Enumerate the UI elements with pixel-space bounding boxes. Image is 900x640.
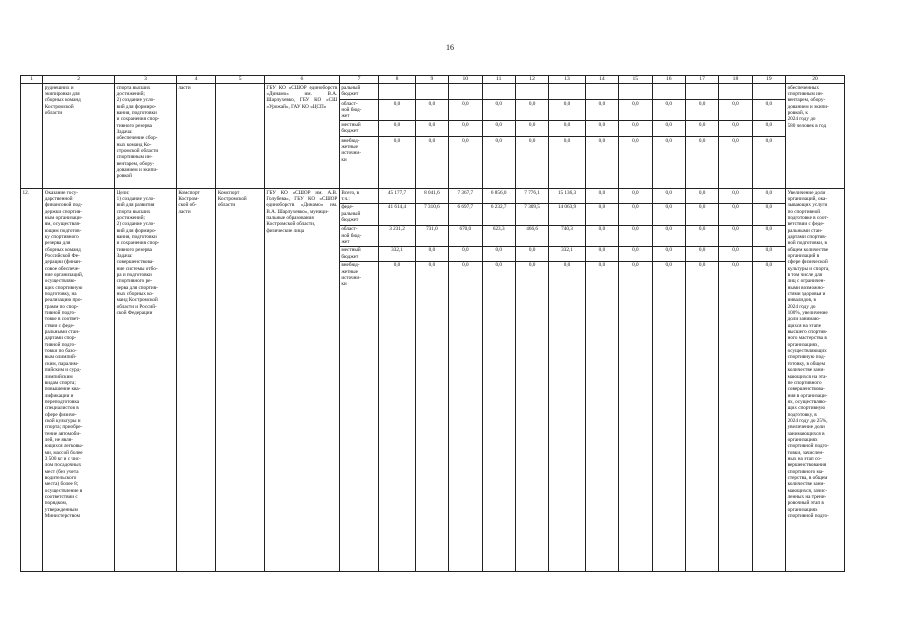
- column-number-2: 2: [43, 76, 115, 84]
- amount-cell: [585, 84, 618, 100]
- amount-cell: 0,0: [415, 261, 448, 571]
- participants-cell-text: ГБУ КО «СШОР им. А.В. Голубева», ГБУ КО «СШОР единоборств «Динамо» им. В.А. Шарлухевко», муници- пальные образования Костромской области, физические лица: [266, 189, 338, 234]
- funding-source-cell: [339, 203, 378, 225]
- column-number-16: 16: [652, 76, 685, 84]
- participants-cell: [264, 189, 339, 572]
- column-number-1: 1: [21, 76, 43, 84]
- amount-cell: 0,0: [482, 137, 515, 189]
- result-indicator-cell: [786, 84, 845, 189]
- amount-cell: 0,0: [652, 261, 685, 571]
- amount-cell: 0,0: [515, 137, 548, 189]
- amount-cell: 0,0: [585, 100, 618, 121]
- amount-cell: 0,0: [652, 100, 685, 121]
- amount-cell: 0,0: [652, 225, 685, 246]
- amount-cell: 0,0: [719, 189, 752, 204]
- amount-cell: [619, 84, 652, 100]
- amount-cell: 670,0: [449, 225, 482, 246]
- amount-cell: 0,0: [449, 246, 482, 261]
- page-number: 16: [446, 43, 454, 52]
- amount-cell: 0,0: [449, 100, 482, 121]
- amount-cell: 0,0: [619, 246, 652, 261]
- column-number-15: 15: [619, 76, 652, 84]
- amount-cell: 0,0: [685, 189, 718, 204]
- amount-cell: 0,0: [652, 137, 685, 189]
- column-number-6: 6: [264, 76, 339, 84]
- amount-cell: 0,0: [515, 100, 548, 121]
- amount-cell: [719, 84, 752, 100]
- amount-cell: 0,0: [585, 203, 618, 225]
- column-number-18: 18: [719, 76, 752, 84]
- event-name-cell-text: руднешних и экипировки для сборных команд Костромской области: [44, 84, 81, 116]
- amount-cell: 0,0: [549, 261, 585, 571]
- column-number-7: 7: [339, 76, 378, 84]
- amount-cell: 0,0: [379, 137, 415, 189]
- amount-cell: 0,0: [585, 137, 618, 189]
- amount-cell: [549, 84, 585, 100]
- amount-cell: 7 309,5: [515, 203, 548, 225]
- column-number-13: 13: [549, 76, 585, 84]
- coexecutor-cell: [216, 189, 265, 572]
- event-name-cell: [43, 189, 115, 572]
- amount-cell: 0,0: [585, 189, 618, 204]
- funding-source-cell: [339, 261, 378, 571]
- amount-cell: 0,0: [449, 261, 482, 571]
- amount-cell: 0,0: [482, 246, 515, 261]
- amount-cell: 0,0: [515, 121, 548, 137]
- amount-cell: 0,0: [415, 137, 448, 189]
- funding-source-cell-text: област- ной бюд- жет: [341, 100, 362, 120]
- amount-cell: 0,0: [719, 137, 752, 189]
- amount-cell: 0,0: [549, 100, 585, 121]
- amount-cell: 0,0: [652, 246, 685, 261]
- amount-cell: 0,0: [652, 189, 685, 204]
- responsible-cell: [176, 189, 215, 572]
- amount-cell: 0,0: [585, 261, 618, 571]
- goals-tasks-cell: [115, 84, 177, 189]
- amount-cell: 0,0: [752, 246, 785, 261]
- amount-cell: 0,0: [482, 100, 515, 121]
- column-number-row: [21, 76, 845, 84]
- funding-source-cell-text: Всего, в т.ч.:: [341, 189, 360, 202]
- column-number-10: 10: [449, 76, 482, 84]
- program-table: [20, 75, 845, 572]
- amount-cell: 0,0: [752, 100, 785, 121]
- column-number-12: 12: [515, 76, 548, 84]
- goals-tasks-cell-text: спорта высших достижений; 2) создание усло- вий для формиро- вания, подготовки и сохранения спор- тивного резерва Задача: обеспечение сбор- ных команд Ко- стромской области спортивным ин- вентарем, обору- дованием и экипи- ровкой: [116, 84, 160, 180]
- funding-source-cell: [339, 246, 378, 261]
- amount-cell: 731,0: [415, 225, 448, 246]
- amount-cell: 0,0: [619, 203, 652, 225]
- funding-source-cell: [339, 137, 378, 189]
- amount-cell: 0,0: [685, 246, 718, 261]
- goals-tasks-cell: [115, 189, 177, 572]
- amount-cell: 0,0: [652, 121, 685, 137]
- funding-source-cell-text: ральный бюджет: [341, 84, 361, 97]
- goals-tasks-cell-text: Цели: 1) создание усло- вий для развития спорта высших достижений; 2) создание усло- вий для формиро- вания, подготовки и сохранения спор- тивного резерва Задача: совершенствова- ние системы отбо- ра и подготовки спортивного ре- зерва для спортив- ных сборных ко- манд Костромской области и Россий- ской Федерации: [116, 189, 160, 317]
- amount-cell: 0,0: [719, 203, 752, 225]
- amount-cell: [449, 84, 482, 100]
- funding-source-cell: [339, 100, 378, 121]
- amount-cell: [515, 84, 548, 100]
- amount-cell: [652, 84, 685, 100]
- amount-cell: 0,0: [449, 121, 482, 137]
- column-number-11: 11: [482, 76, 515, 84]
- amount-cell: 0,0: [585, 121, 618, 137]
- responsible-cell-text: ласти: [178, 84, 191, 91]
- amount-cell: 6 856,0: [482, 189, 515, 204]
- amount-cell: 0,0: [719, 246, 752, 261]
- amount-cell: 7 776,1: [515, 189, 548, 204]
- column-number-8: 8: [379, 76, 415, 84]
- event-name-cell: [43, 84, 115, 189]
- responsible-cell-text: Комспорт Костром- ской об- ласти: [178, 189, 200, 215]
- amount-cell: [482, 84, 515, 100]
- funding-source-cell-text: област- ной бюд- жет: [341, 226, 362, 245]
- amount-cell: 0,0: [685, 203, 718, 225]
- amount-cell: 0,0: [619, 225, 652, 246]
- responsible-cell: [176, 84, 215, 189]
- amount-cell: 3 231,2: [379, 225, 415, 246]
- amount-cell: 0,0: [685, 225, 718, 246]
- funding-source-cell: [339, 84, 378, 100]
- result-indicator-cell-text: обеспеченных спортивным ин- вентарем, обору- дованием и экипи- ровкой, к 2024 году до 580 человек в год: [787, 84, 829, 129]
- amount-cell: 466,6: [515, 225, 548, 246]
- coexecutor-cell-text: Комспорт Костромской области: [217, 189, 247, 209]
- amount-cell: 0,0: [515, 261, 548, 571]
- amount-cell: 6 232,7: [482, 203, 515, 225]
- amount-cell: 6 697,7: [449, 203, 482, 225]
- amount-cell: 0,0: [415, 121, 448, 137]
- amount-cell: 0,0: [515, 246, 548, 261]
- table-body: [21, 76, 845, 572]
- table-row: [21, 84, 845, 100]
- result-indicator-cell-text: Увеличение доли организаций, ока- зывающих услуги по спортивной подготовке в соот- ветствии с феде- ральными стан- дартами спортив- ной подготовки, в общем количестве организаций в сфере физической культуры и спорта, в том числе для лиц с ограничен- ными возможно- стями здоровья и инвалидов, в 2024 году до 100%, увеличение доли занимаю- щихся на этапе высшего спортив- ного мастерства в организациях, осуществляющих спортивную под- готовку, в общем количестве зани- мающихся на эта- пе спортивного совершенствова- ния в организаци- ях, осуществляю- щих спортивную подготовку, в 2024 году до 25%, увеличение доли занимающихся в организациях спортивной подго- товки, зачислен- ных на этап со- вершенствования спортивного ма- стерства, в общем количестве зани- мающихся, зачис- ленных на трени- ровочный этап в организациях спортивной подго-: [787, 189, 830, 520]
- participants-cell: [264, 84, 339, 189]
- amount-cell: 0,0: [752, 203, 785, 225]
- amount-cell: 0,0: [449, 137, 482, 189]
- amount-cell: 0,0: [549, 137, 585, 189]
- amount-cell: 0,0: [685, 261, 718, 571]
- amount-cell: 0,0: [719, 261, 752, 571]
- amount-cell: [685, 84, 718, 100]
- amount-cell: [752, 84, 785, 100]
- amount-cell: 0,0: [415, 100, 448, 121]
- amount-cell: 623,3: [482, 225, 515, 246]
- funding-source-cell-text: феде- ральный бюджет: [341, 204, 361, 223]
- amount-cell: 0,0: [619, 121, 652, 137]
- funding-source-cell-text: местный бюджет: [341, 121, 361, 134]
- amount-cell: 332,1: [379, 246, 415, 261]
- amount-cell: [379, 84, 415, 100]
- amount-cell: 332,1: [549, 246, 585, 261]
- event-name-cell-text: Оказание госу- дарственной финансовой под- держки спортив- ным организаци- ям, осуществля- ющим подготов- ку спортивного резерва для сборных команд Российской Фе- дерации (финан- совое обеспече- ние организаций, осуществляю- щих спортивную подготовку, на реализацию про- грамм по спор- тивной подго- товке в соответ- ствии с феде- ральными стан- дартами спор- тивной подго- товки по базо- вым олимпий- ским, паралим- пийским и сурд- лимпийским видам спорта; повышение ква- лификации и переподготовка специалистов в сфере физиче- ской культуры и спорта; приобре- тение автомоби- лей, не явля- ющихся легковы- ми, массой более 3 500 кг и с чис- лом посадочных мест (без учета водительского места) более 8; осуществление в соответствии с порядком, утвержденным Министерством: [44, 189, 84, 520]
- amount-cell: 0,0: [585, 225, 618, 246]
- row-number-cell: [21, 84, 43, 189]
- amount-cell: 14 063,9: [549, 203, 585, 225]
- funding-source-cell-text: внебюд- жетные источни- ки: [341, 262, 361, 288]
- amount-cell: 45 177,7: [379, 189, 415, 204]
- funding-source-cell: [339, 121, 378, 137]
- amount-cell: 0,0: [685, 137, 718, 189]
- amount-cell: 0,0: [685, 100, 718, 121]
- row-number-cell-text: 12.: [22, 189, 29, 196]
- amount-cell: 0,0: [585, 246, 618, 261]
- amount-cell: 0,0: [379, 121, 415, 137]
- amount-cell: 0,0: [752, 137, 785, 189]
- amount-cell: 7 367,7: [449, 189, 482, 204]
- amount-cell: [415, 84, 448, 100]
- amount-cell: 0,0: [752, 121, 785, 137]
- amount-cell: 41 614,4: [379, 203, 415, 225]
- row-number-cell: [21, 189, 43, 572]
- participants-cell-text: ГБУ КО «СШОР единоборств «Динамо» им. В.А. Шарлухевко, ГБУ КО «СШ «Урожай», ГАУ КО «ЦСП»: [266, 84, 338, 110]
- amount-cell: 0,0: [719, 121, 752, 137]
- funding-source-cell-text: местный бюджет: [341, 247, 361, 260]
- amount-cell: 0,0: [719, 225, 752, 246]
- amount-cell: 0,0: [379, 261, 415, 571]
- table-row: [21, 189, 845, 204]
- amount-cell: 0,0: [415, 246, 448, 261]
- column-number-14: 14: [585, 76, 618, 84]
- amount-cell: 0,0: [482, 121, 515, 137]
- amount-cell: 0,0: [752, 261, 785, 571]
- coexecutor-cell: [216, 84, 265, 189]
- column-number-9: 9: [415, 76, 448, 84]
- amount-cell: 0,0: [619, 189, 652, 204]
- amount-cell: 0,0: [549, 121, 585, 137]
- amount-cell: 740,3: [549, 225, 585, 246]
- amount-cell: 7 310,6: [415, 203, 448, 225]
- amount-cell: 0,0: [685, 121, 718, 137]
- amount-cell: 0,0: [482, 261, 515, 571]
- result-indicator-cell: [786, 189, 845, 572]
- amount-cell: 0,0: [752, 189, 785, 204]
- amount-cell: 0,0: [752, 225, 785, 246]
- amount-cell: 15 136,3: [549, 189, 585, 204]
- funding-source-cell-text: внебюд- жетные источни- ки: [341, 137, 361, 163]
- funding-source-cell: [339, 189, 378, 204]
- amount-cell: 0,0: [619, 261, 652, 571]
- amount-cell: 0,0: [379, 100, 415, 121]
- funding-source-cell: [339, 225, 378, 246]
- amount-cell: 0,0: [619, 137, 652, 189]
- amount-cell: 0,0: [619, 100, 652, 121]
- column-number-3: 3: [115, 76, 177, 84]
- amount-cell: 8 041,6: [415, 189, 448, 204]
- column-number-4: 4: [176, 76, 215, 84]
- column-number-20: 20: [786, 76, 845, 84]
- column-number-19: 19: [752, 76, 785, 84]
- amount-cell: 0,0: [719, 100, 752, 121]
- amount-cell: 0,0: [652, 203, 685, 225]
- column-number-17: 17: [685, 76, 718, 84]
- column-number-5: 5: [216, 76, 265, 84]
